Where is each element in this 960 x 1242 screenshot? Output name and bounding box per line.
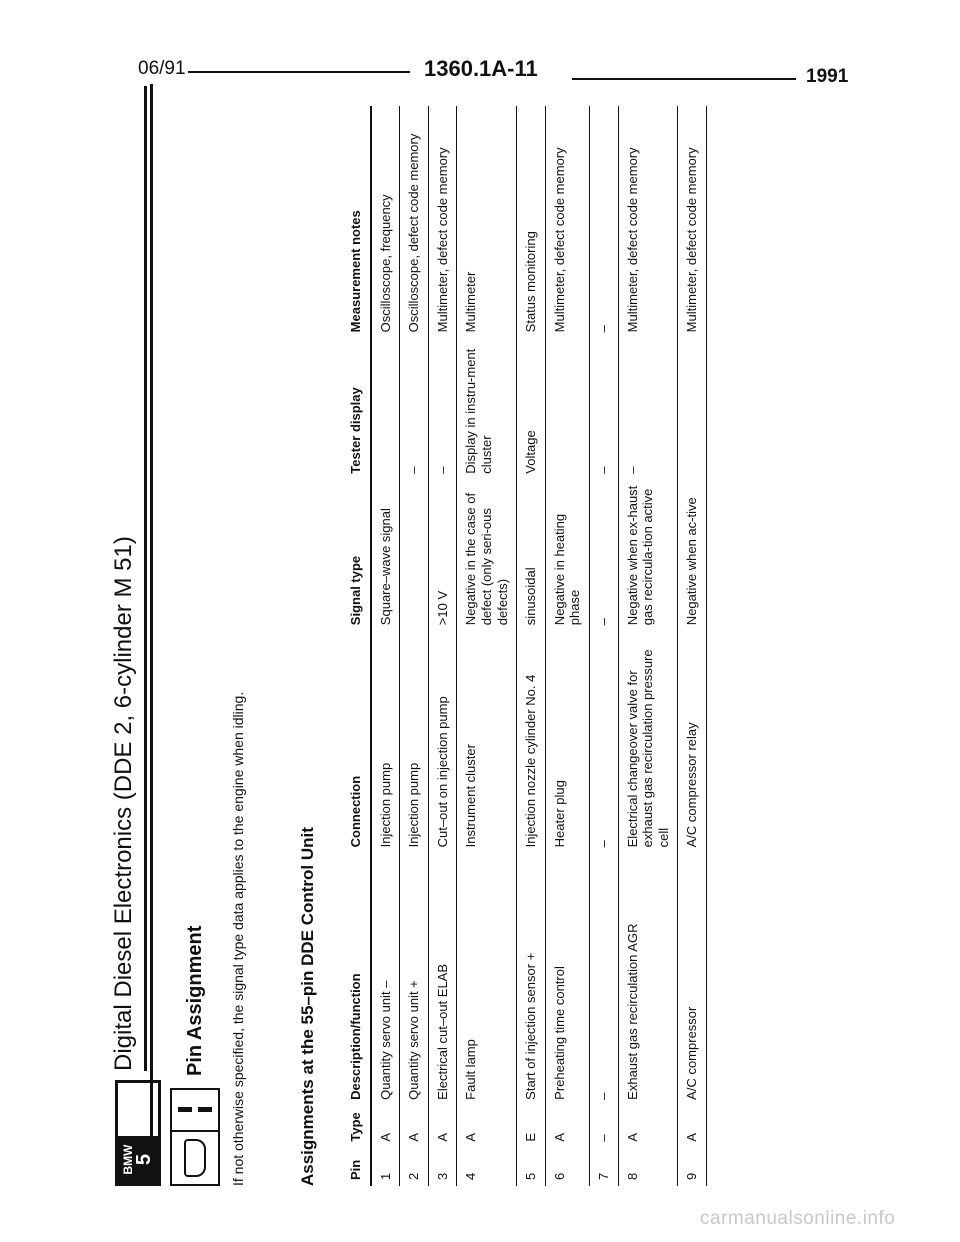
- connector-icon: [170, 1130, 220, 1186]
- cell: A: [545, 1106, 589, 1148]
- table-row: [618, 106, 678, 1186]
- col-header: Pin: [348, 1148, 371, 1186]
- cell: A/C compressor: [678, 853, 707, 1105]
- rotated-content: [100, 86, 840, 1186]
- table-header-row: [348, 106, 371, 1186]
- cell: Negative in heating phase: [545, 480, 589, 631]
- cell: Injection pump: [371, 631, 400, 853]
- page-title: Digital Diesel Electronics (DDE 2, 6-cylinder M 51): [110, 536, 137, 1071]
- cell: –: [589, 631, 618, 853]
- cell: Instrument cluster: [457, 631, 517, 853]
- logo-brand: BMW: [121, 1144, 135, 1175]
- cell: Injection nozzle cylinder No. 4: [517, 631, 546, 853]
- cell: –: [589, 338, 618, 479]
- cell: Cut–out on injection pump: [428, 631, 457, 853]
- header-rule-left: [188, 71, 410, 73]
- cell: 3: [428, 1148, 457, 1186]
- col-header: Description/function: [348, 853, 371, 1105]
- cell: Multimeter, defect code memory: [678, 106, 707, 338]
- cell: Negative when ac-tive: [678, 480, 707, 631]
- cell: 9: [678, 1148, 707, 1186]
- watermark-footer: carmanualsonline.info: [700, 1208, 896, 1229]
- logo-number: 5: [133, 1153, 155, 1166]
- bmw-logo: [115, 1080, 161, 1186]
- cell: –: [400, 338, 429, 479]
- cell: A: [618, 1106, 678, 1148]
- cell: 1: [371, 1148, 400, 1186]
- cell: 2: [400, 1148, 429, 1186]
- cell: A: [371, 1106, 400, 1148]
- cell: 6: [545, 1148, 589, 1186]
- table-row: [457, 106, 517, 1186]
- col-header: Tester display: [348, 338, 371, 479]
- section-title: Assignments at the 55–pin DDE Control Unit: [298, 827, 317, 1186]
- cell: Electrical cut–out ELAB: [428, 853, 457, 1105]
- header-year: 1991: [806, 66, 849, 87]
- table-row: [545, 106, 589, 1186]
- col-header: Type: [348, 1106, 371, 1148]
- cell: 4: [457, 1148, 517, 1186]
- pin-table: [348, 106, 707, 1186]
- cell: –: [618, 338, 678, 479]
- cell: Multimeter: [457, 106, 517, 338]
- header-date: 06/91: [138, 58, 186, 79]
- table-row: [371, 106, 400, 1186]
- cell: –: [589, 480, 618, 631]
- cell: –: [589, 853, 618, 1105]
- col-header: Measurement notes: [348, 106, 371, 338]
- cell: Fault lamp: [457, 853, 517, 1105]
- col-header: Connection: [348, 631, 371, 853]
- cell: sinusoidal: [517, 480, 546, 631]
- cell: A: [457, 1106, 517, 1148]
- cell: Status monitoring: [517, 106, 546, 338]
- cell: Preheating time control: [545, 853, 589, 1105]
- cell: Multimeter, defect code memory: [618, 106, 678, 338]
- cell: Quantity servo unit +: [400, 853, 429, 1105]
- table-row: [678, 106, 707, 1186]
- title-rule: [144, 86, 147, 1071]
- cell: A: [428, 1106, 457, 1148]
- cell: 8: [618, 1148, 678, 1186]
- cell: [545, 338, 589, 479]
- cell: Exhaust gas recirculation AGR: [618, 853, 678, 1105]
- cell: [400, 480, 429, 631]
- cell: Quantity servo unit –: [371, 853, 400, 1105]
- cell: 7: [589, 1148, 618, 1186]
- cell: Oscilloscope, defect code memory: [400, 106, 429, 338]
- col-header: Signal type: [348, 480, 371, 631]
- cell: –: [428, 338, 457, 479]
- cell: 5: [517, 1148, 546, 1186]
- signal-note: If not otherwise specified, the signal type data applies to the engine when idling.: [230, 691, 246, 1186]
- cell: Multimeter, defect code memory: [428, 106, 457, 338]
- cell: Start of injection sensor +: [517, 853, 546, 1105]
- pin-icon: [170, 1088, 220, 1132]
- cell: A: [400, 1106, 429, 1148]
- cell: –: [589, 106, 618, 338]
- cell: E: [517, 1106, 546, 1148]
- cell: Display in instru-ment cluster: [457, 338, 517, 479]
- cell: Multimeter, defect code memory: [545, 106, 589, 338]
- cell: –: [589, 1106, 618, 1148]
- header-code: 1360.1A-11: [424, 56, 538, 81]
- header-rule-right: [572, 78, 796, 80]
- cell: A/C compressor relay: [678, 631, 707, 853]
- table-row: [589, 106, 618, 1186]
- cell: Heater plug: [545, 631, 589, 853]
- table-row: [400, 106, 429, 1186]
- cell: Voltage: [517, 338, 546, 479]
- table-row: [428, 106, 457, 1186]
- cell: Square–wave signal: [371, 480, 400, 631]
- cell: Negative when ex-haust gas recircula-tion active: [618, 480, 678, 631]
- cell: [678, 338, 707, 479]
- cell: Negative in the case of defect (only seri-ous defects): [457, 480, 517, 631]
- cell: Oscilloscope, frequency: [371, 106, 400, 338]
- cell: Electrical changeover valve for exhaust gas recirculation pressure cell: [618, 631, 678, 853]
- cell: [371, 338, 400, 479]
- cell: >10 V: [428, 480, 457, 631]
- cell: A: [678, 1106, 707, 1148]
- cell: Injection pump: [400, 631, 429, 853]
- table-row: [517, 106, 546, 1186]
- pin-assignment-title: Pin Assignment: [184, 925, 206, 1076]
